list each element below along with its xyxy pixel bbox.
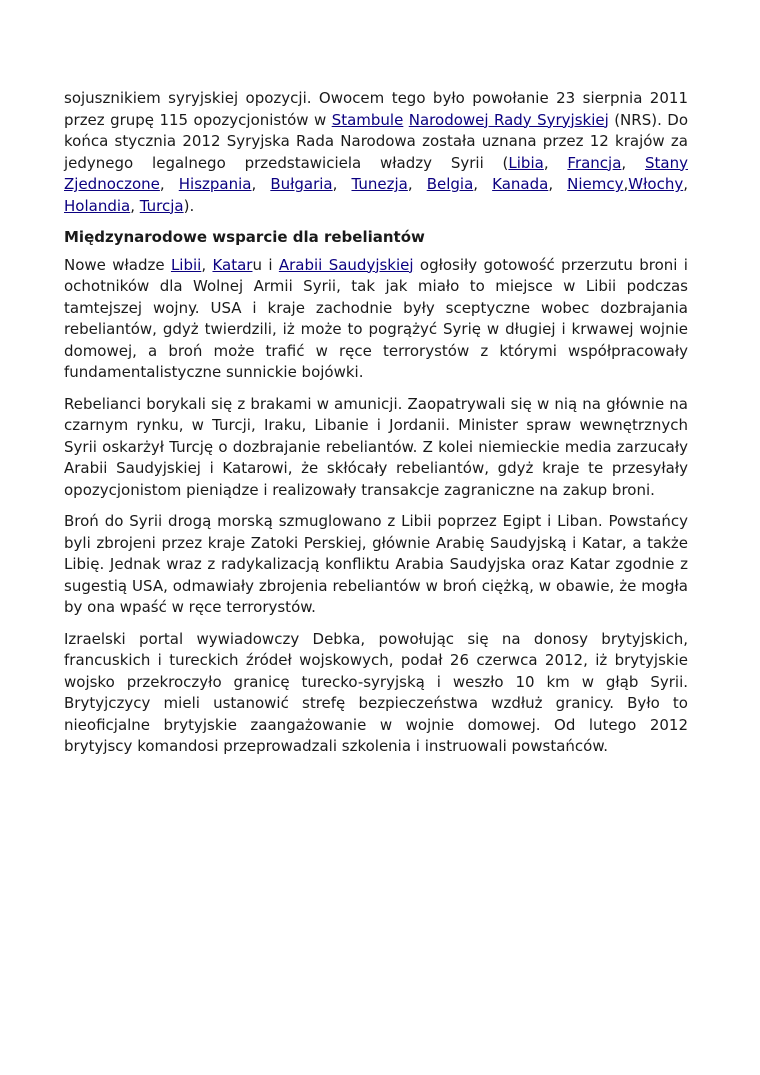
- link-belgia[interactable]: Belgia: [426, 175, 474, 193]
- separator: ,: [407, 175, 427, 193]
- section-heading: Międzynarodowe wsparcie dla rebeliantów: [64, 228, 425, 246]
- separator: ,: [201, 255, 213, 274]
- link-tunezja[interactable]: Tunezja: [351, 175, 408, 193]
- link-libii[interactable]: Libii: [170, 255, 202, 274]
- text: Nowe władze: [64, 255, 171, 274]
- link-bulgaria[interactable]: Bułgaria: [270, 175, 333, 193]
- link-libia[interactable]: Libia: [508, 153, 544, 172]
- link-katar[interactable]: Katar: [212, 255, 253, 274]
- link-niemcy[interactable]: Niemcy: [567, 175, 624, 193]
- link-wlochy[interactable]: Włochy: [628, 175, 684, 193]
- link-francja[interactable]: Francja: [567, 153, 622, 172]
- paragraph-ammunition: Rebelianci borykali się z brakami w amunicji. Zaopatrywali się w nią na głównie na czarnym rynku, w Turcji, Iraku, Libanie i Jordanii. Minister spraw wewnętrznych Syrii oskarżył Turcję o dozbrajanie rebeliantów. Z kolei niemieckie media zarzucały Arabii Saudyjskiej i Katarowi, że skłócały rebeliantów, gdyż kraje te przesyłały opozycjonistom pieniądze i realizowały transakcje zagraniczne na zakup broni.: [64, 394, 688, 499]
- paragraph-srn: [64, 88, 688, 217]
- paragraph-support: [64, 255, 688, 384]
- link-kanada[interactable]: Kanada: [492, 175, 549, 193]
- link-narodowej-rady-syryjskiej[interactable]: Narodowej Rady Syryjskiej: [408, 110, 609, 129]
- separator: ,: [332, 175, 352, 193]
- link-arabii-saudyjskiej[interactable]: Arabii Saudyjskiej: [278, 255, 414, 274]
- text: ).: [183, 196, 195, 215]
- text: (NRS). Do końca stycznia 2012 Syryjska Rada Narodowa została uznana przez 12 krajów za jedynego legalnego przedstawiciela władzy Syrii (: [64, 110, 689, 172]
- paragraph-smuggling: Broń do Syrii drogą morską szmuglowano z Libii poprzez Egipt i Liban. Powstańcy byli zbrojeni przez kraje Zatoki Perskiej, głównie Arabię Saudyjską i Katar, a także Libię. Jednak wraz z radykalizacją konfliktu Arabia Saudyjska oraz Katar zgodnie z sugestią USA, odmawiały zbrojenia rebeliantów w broń ciężką, w obawie, że mogła by ona wpaść w ręce terrorystów.: [64, 512, 688, 616]
- document-page: [64, 88, 688, 768]
- separator: ,: [159, 175, 179, 193]
- link-holandia[interactable]: Holandia: [64, 196, 131, 215]
- link-stambule[interactable]: Stambule: [331, 110, 404, 129]
- separator: ,: [621, 153, 646, 172]
- separator: ,: [251, 175, 271, 193]
- text: ogłosiły gotowość przerzutu broni i ochotników dla Wolnej Armii Syrii, tak jak miało to miejsce w Libii podczas tamtejszej wojny. USA i kraje zachodnie były sceptyczne wobec dozbrajania rebeliantów, gdyż twierdzili, iż może to pogrążyć Syrię w długiej i krwawej wojnie domowej, a broń może trafić w ręce terrorystów z którymi współpracowały fundamentalistyczne sunnickie bojówki.: [64, 255, 688, 381]
- link-turcja[interactable]: Turcja: [139, 196, 184, 215]
- link-stany-zjednoczone[interactable]: Stany Zjednoczone: [64, 153, 688, 193]
- separator: ,: [543, 153, 568, 172]
- separator: ,: [623, 175, 629, 193]
- link-hiszpania[interactable]: Hiszpania: [178, 175, 252, 193]
- separator: ,: [130, 196, 140, 215]
- text: sojusznikiem syryjskiej opozycji. Owocem tego było powołanie 23 sierpnia 2011 przez grupę 115 opozycjonistów w: [64, 89, 688, 129]
- text: u i: [252, 255, 279, 274]
- separator: ,: [683, 175, 688, 193]
- paragraph-debka: Izraelski portal wywiadowczy Debka, powołując się na donosy brytyjskich, francuskich i tureckich źródeł wojskowych, podał 26 czerwca 2012, iż brytyjskie wojsko przekroczyło granicę turecko-syryjską i weszło 10 km w głąb Syrii. Brytyjczycy mieli ustanowić strefę bezpieczeństwa wzdłuż granicy. Było to nieoficjalne brytyjskie zaangażowanie w wojnie domowej. Od lutego 2012 brytyjscy komandosi przeprowadzali szkolenia i instruowali powstańców.: [64, 629, 688, 755]
- separator: ,: [473, 175, 493, 193]
- separator: ,: [548, 175, 568, 193]
